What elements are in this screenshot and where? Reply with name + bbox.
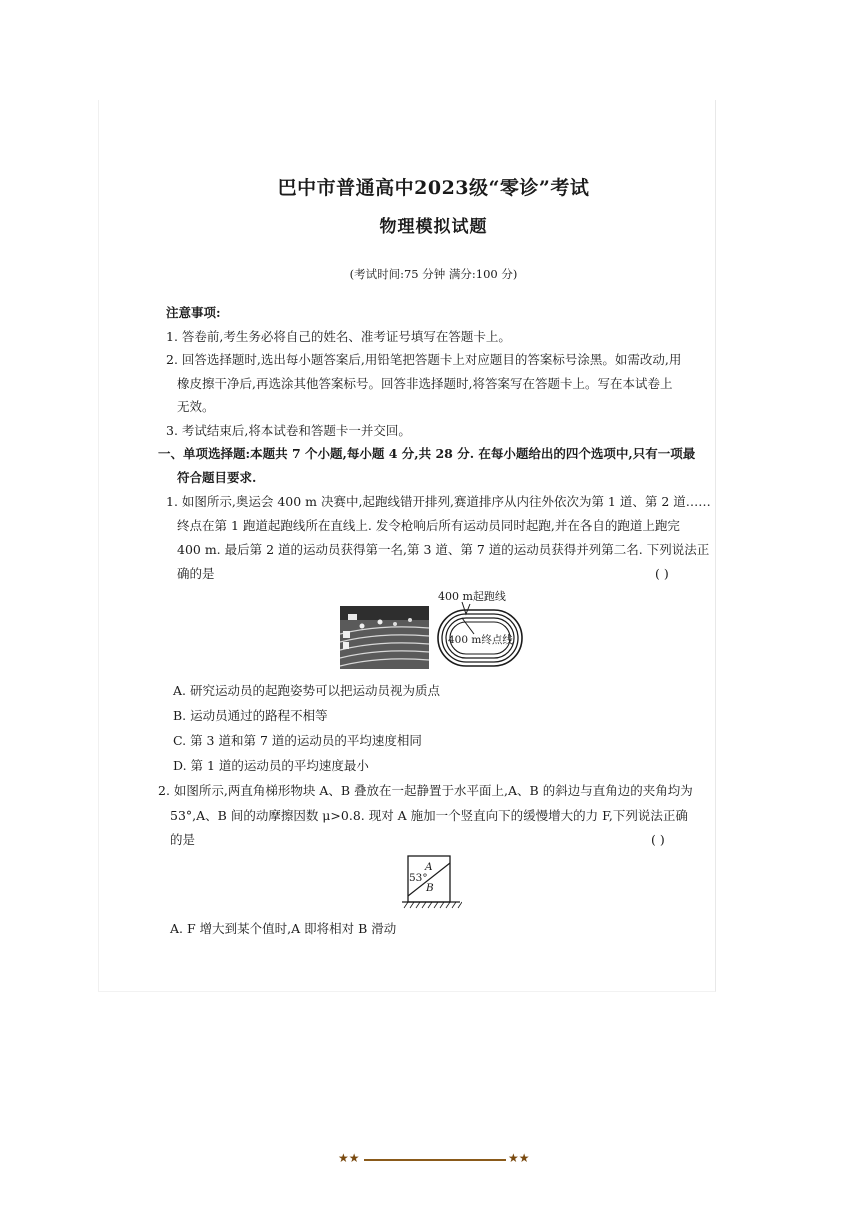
notice-item-2-line-1: 2. 回答选择题时,选出每小题答案后,用铅笔把答题卡上对应题目的答案标号涂黑。如需改动,用 xyxy=(166,352,682,367)
q2-line-1: 2. 如图所示,两直角梯形物块 A、B 叠放在一起静置于水平面上,A、B 的斜边与直角边的夹角均为 xyxy=(158,783,693,798)
exam-title: 巴中市普通高中2023级“零诊”考试 xyxy=(277,177,590,199)
notice-heading: 注意事项: xyxy=(166,305,221,320)
block-label-b: B xyxy=(426,882,434,894)
q1-line-4: 确的是 xyxy=(177,566,215,581)
exam-subtitle: 物理模拟试题 xyxy=(379,217,488,237)
q1-option-a: A. 研究运动员的起跑姿势可以把运动员视为质点 xyxy=(173,683,440,698)
notice-item-3: 3. 考试结束后,将本试卷和答题卡一并交回。 xyxy=(166,423,411,438)
q1-option-d: D. 第 1 道的运动员的平均速度最小 xyxy=(173,758,369,773)
exam-info: (考试时间:75 分钟 满分:100 分) xyxy=(349,267,518,281)
track-finish-label: 400 m终点线 xyxy=(448,634,513,646)
q2-answer-paren: ( ) xyxy=(651,832,665,847)
race-photo xyxy=(340,606,429,669)
section-1-line-2: 符合题目要求. xyxy=(177,470,257,485)
q2-line-3: 的是 xyxy=(170,832,196,847)
notice-item-1: 1. 答卷前,考生务必将自己的姓名、准考证号填写在答题卡上。 xyxy=(166,329,511,344)
q1-answer-paren: ( ) xyxy=(655,566,669,581)
q1-line-3: 400 m. 最后第 2 道的运动员获得第一名,第 3 道、第 7 道的运动员获得并列第二名. 下列说法正 xyxy=(177,542,710,557)
track-start-label: 400 m起跑线 xyxy=(438,590,506,603)
footer-stars-left: ★★ xyxy=(338,1151,360,1165)
notice-item-2-line-3: 无效。 xyxy=(177,399,215,414)
q1-option-c: C. 第 3 道和第 7 道的运动员的平均速度相同 xyxy=(173,733,422,748)
q1-line-2: 终点在第 1 跑道起跑线所在直线上. 发令枪响后所有运动员同时起跑,并在各自的跑道上跑完 xyxy=(177,518,680,533)
block-label-a: A xyxy=(425,861,433,873)
q1-option-b: B. 运动员通过的路程不相等 xyxy=(173,708,328,723)
block-angle-label: 53° xyxy=(409,872,428,884)
footer-stars-right: ★★ xyxy=(508,1151,530,1165)
footer-divider xyxy=(364,1159,506,1161)
q1-line-1: 1. 如图所示,奥运会 400 m 决赛中,起跑线错开排列,赛道排序从内往外依次为第 1 道、第 2 道…… xyxy=(166,494,711,509)
q2-line-2: 53°,A、B 间的动摩擦因数 μ>0.8. 现对 A 施加一个竖直向下的缓慢增大的力 F,下列说法正确 xyxy=(170,808,688,823)
q2-option-a: A. F 增大到某个值时,A 即将相对 B 滑动 xyxy=(170,921,397,936)
page-footer xyxy=(338,1151,534,1169)
notice-item-2-line-2: 橡皮擦干净后,再选涂其他答案标号。回答非选择题时,将答案写在答题卡上。写在本试卷上 xyxy=(177,376,673,391)
section-1-line-1: 一、单项选择题:本题共 7 个小题,每小题 4 分,共 28 分. 在每小题给出的四个选项中,只有一项最 xyxy=(158,446,696,461)
